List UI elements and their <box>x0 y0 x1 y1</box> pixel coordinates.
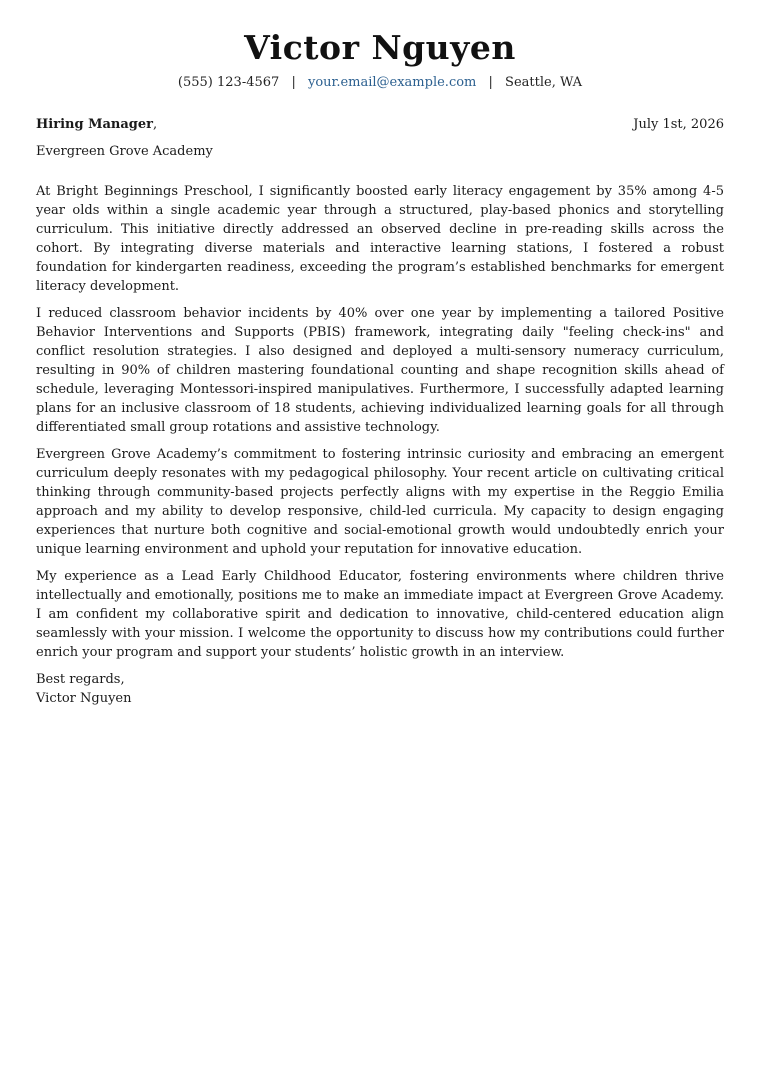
letter-date: July 1st, 2026 <box>633 117 724 132</box>
body-paragraph: I reduced classroom behavior incidents by 40% over one year by implementing a tailored Positive Behavior Interventions and Supports (PBIS) framework, integrating daily "feeling check-ins" and conflict resolution strategies. I also designed and deployed a multi-sensory numeracy curriculum, resulting in 90% of children mastering foundational counting and shape recognition skills ahead of schedule, leveraging Montessori-inspired manipulatives. Furthermore, I successfully adapted learning plans for an inclusive classroom of 18 students, achieving individualized learning goals for all through differentiated small group rotations and assistive technology. <box>36 306 724 435</box>
recipient-name: Hiring Manager <box>36 117 153 132</box>
recipient-date-row <box>36 116 724 134</box>
contact-separator: | <box>291 75 296 90</box>
recipient-punctuation: , <box>152 117 158 132</box>
contact-line <box>36 74 724 92</box>
email-link[interactable]: your.email@example.com <box>307 75 477 90</box>
cover-letter-page <box>36 28 724 708</box>
recipient-line <box>36 116 157 134</box>
body-paragraph: At Bright Beginnings Preschool, I significantly boosted early literacy engagement by 35% among 4-5 year olds within a single academic year through a structured, play-based phonics and storytelling curriculum. This initiative directly addressed an observed decline in pre-reading skills across the cohort. By integrating diverse materials and interactive learning stations, I fostered a robust foundation for kindergarten readiness, exceeding the program’s established benchmarks for emergent literacy development. <box>36 184 724 294</box>
body-paragraph: Evergreen Grove Academy’s commitment to fostering intrinsic curiosity and embracing an emergent curriculum deeply resonates with my pedagogical philosophy. Your recent article on cultivating critical thinking through community-based projects perfectly aligns with my expertise in the Reggio Emilia approach and my ability to develop responsive, child-led curricula. My capacity to design engaging experiences that nurture both cognitive and social-emotional growth would undoubtedly enrich your unique learning environment and uphold your reputation for innovative education. <box>36 447 724 557</box>
signature-name: Victor Nguyen <box>36 691 132 706</box>
applicant-name: Victor Nguyen <box>244 28 516 67</box>
body-paragraph: My experience as a Lead Early Childhood Educator, fostering environments where children thrive intellectually and emotionally, positions me to make an immediate impact at Evergreen Grove Academy. I am confident my collaborative spirit and dedication to innovative, child-centered education align seamlessly with your mission. I welcome the opportunity to discuss how my contributions could further enrich your program and support your students’ holistic growth in an interview. <box>36 569 724 660</box>
letter-body <box>36 182 724 662</box>
location: Seattle, WA <box>505 75 583 90</box>
letter-header <box>36 28 724 92</box>
recipient-organization: Evergreen Grove Academy <box>36 144 213 159</box>
contact-separator: | <box>488 75 493 90</box>
closing-salutation: Best regards, <box>36 672 125 687</box>
letter-closing <box>36 670 724 708</box>
phone-number: (555) 123-4567 <box>177 75 280 90</box>
